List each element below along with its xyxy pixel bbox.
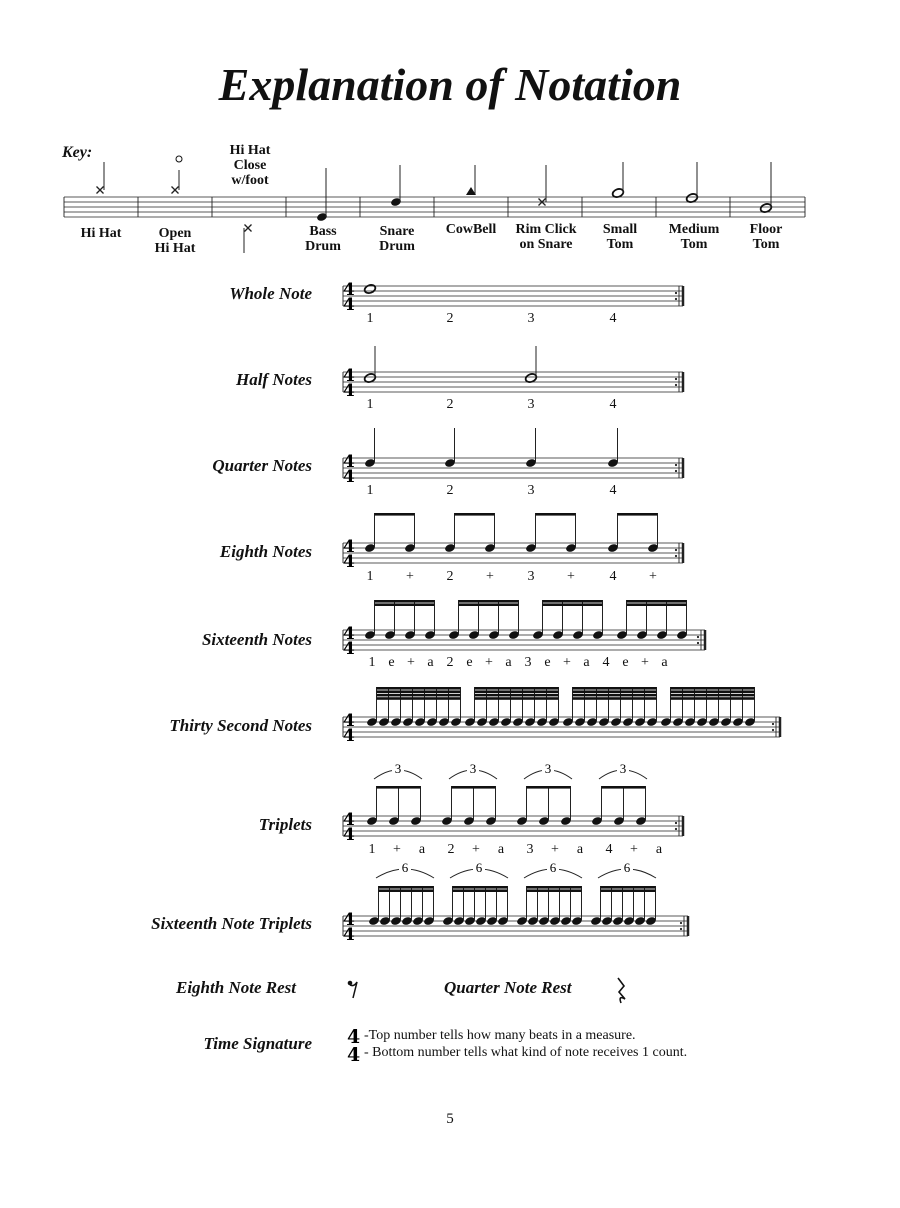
count-label: + (472, 842, 480, 857)
thirty-second-note-beam (671, 694, 755, 697)
count-label: 4 (602, 655, 610, 670)
tuplet-number: 6 (549, 860, 557, 875)
thirty-second-note-beam (671, 690, 755, 693)
count-label: 4 (609, 397, 617, 412)
key-label-rim-click: Rim Click on Snare (515, 222, 577, 252)
count-label: 2 (446, 311, 454, 326)
quarter-rest-label: Quarter Note Rest (444, 978, 572, 997)
count-label: a (418, 842, 426, 857)
thirty-second-note-beam (475, 690, 559, 693)
count-label: + (407, 655, 415, 670)
sixteenth-note-beam (543, 603, 603, 606)
key-label-medium-tom: Medium Tom (668, 222, 720, 252)
count-label: 3 (524, 655, 532, 670)
sixteenth-note-beam (459, 600, 519, 603)
count-label: 3 (526, 842, 534, 857)
time-signature-top: 4 (343, 910, 355, 930)
repeat-dot (675, 470, 677, 472)
thirty-second-note-beam (671, 697, 755, 700)
time-signature-line-1: -Top number tells how many beats in a measure. (364, 1028, 636, 1043)
count-label: a (576, 842, 584, 857)
repeat-dot (675, 378, 677, 380)
repeat-dot (675, 555, 677, 557)
repeat-dot (697, 636, 699, 638)
key-label-cowbell: CowBell (445, 222, 497, 237)
time-signature-bottom: 4 (343, 552, 355, 572)
sixteenth-note-beam (459, 603, 519, 606)
count-label: 4 (609, 569, 617, 584)
sixteenth-note-beam (375, 603, 435, 606)
count-label: 1 (368, 842, 376, 857)
time-signature-top: 4 (343, 537, 355, 557)
key-label-open-hi-hat: Open Hi Hat (154, 226, 196, 256)
repeat-dot (680, 922, 682, 924)
count-label: 3 (527, 311, 535, 326)
count-label: 1 (366, 311, 374, 326)
time-signature-bottom: 4 (343, 925, 355, 945)
eighth-rest-icon (348, 981, 353, 986)
eighth-note-beam (618, 513, 658, 516)
count-label: + (551, 842, 559, 857)
thirty-second-note-beam (475, 687, 559, 690)
count-label: 4 (609, 311, 617, 326)
thirty-second-note-beam (377, 697, 461, 700)
thirty-second-note-beam (475, 697, 559, 700)
count-label: + (393, 842, 401, 857)
count-label: 3 (527, 397, 535, 412)
eighth-rest-label: Eighth Note Rest (176, 978, 296, 997)
count-label: 1 (366, 397, 374, 412)
count-label: + (649, 569, 657, 584)
sixteenth-triplet-note-beam (453, 886, 508, 889)
time-signature-bottom: 4 (343, 295, 355, 315)
repeat-dot (675, 292, 677, 294)
row-label-thirty-second-notes: Thirty Second Notes (169, 716, 312, 735)
time-signature-bottom: 4 (343, 381, 355, 401)
repeat-dot (675, 549, 677, 551)
tuplet-number: 3 (394, 761, 402, 776)
triplet-note-beam (527, 786, 571, 789)
time-signature-top: 4 (343, 711, 355, 731)
count-label: 2 (446, 397, 454, 412)
time-signature-label: Time Signature (203, 1034, 312, 1053)
triplet-note-beam (452, 786, 496, 789)
time-signature-top: 4 (343, 810, 355, 830)
row-label-half-notes: Half Notes (235, 370, 312, 389)
sixteenth-triplet-note-beam (527, 886, 582, 889)
thirty-second-note-beam (475, 694, 559, 697)
tuplet-number: 6 (623, 860, 631, 875)
count-label: + (630, 842, 638, 857)
count-label: 2 (447, 842, 455, 857)
repeat-dot (680, 928, 682, 930)
count-label: 3 (527, 569, 535, 584)
count-label: e (622, 655, 629, 670)
sixteenth-triplet-note-beam (527, 889, 582, 892)
time-signature-bottom: 4 (343, 825, 355, 845)
tuplet-number: 3 (544, 761, 552, 776)
repeat-dot (772, 729, 774, 731)
count-label: a (583, 655, 590, 670)
eighth-note-beam (375, 513, 415, 516)
count-label: 1 (366, 569, 374, 584)
count-label: + (641, 655, 649, 670)
tuplet-number: 6 (401, 860, 409, 875)
sixteenth-triplet-note-beam (601, 889, 656, 892)
tuplet-number: 3 (619, 761, 627, 776)
repeat-dot (675, 464, 677, 466)
row-label-eighth-notes: Eighth Notes (219, 542, 312, 561)
sixteenth-triplet-note-beam (379, 889, 434, 892)
repeat-dot (675, 822, 677, 824)
time-signature-example-top: 4 (347, 1026, 361, 1048)
page-title: Explanation of Notation (218, 59, 682, 110)
page-number: 5 (446, 1111, 454, 1127)
thirty-second-note-beam (377, 687, 461, 690)
row-label-triplets: Triplets (258, 815, 312, 834)
repeat-dot (675, 298, 677, 300)
repeat-dot (675, 828, 677, 830)
key-label-snare-drum: Snare Drum (379, 224, 415, 254)
key-label-bass-drum: Bass Drum (305, 224, 341, 254)
thirty-second-note-beam (573, 694, 657, 697)
count-label: 3 (527, 483, 535, 498)
whole-note-head (364, 284, 377, 295)
count-label: a (497, 842, 505, 857)
time-signature-top: 4 (343, 280, 355, 300)
count-label: a (655, 842, 663, 857)
key-label-hi-hat: Hi Hat (80, 226, 122, 241)
count-label: + (406, 569, 414, 584)
eighth-note-beam (536, 513, 576, 516)
time-signature-top: 4 (343, 452, 355, 472)
count-label: e (466, 655, 473, 670)
thirty-second-note-beam (573, 697, 657, 700)
time-signature-top: 4 (343, 624, 355, 644)
count-label: 4 (605, 842, 613, 857)
row-label-sixteenth-note-triplets: Sixteenth Note Triplets (151, 914, 312, 933)
thirty-second-note-beam (573, 690, 657, 693)
repeat-dot (697, 642, 699, 644)
repeat-dot (772, 723, 774, 725)
count-label: a (661, 655, 668, 670)
triplet-note-beam (377, 786, 421, 789)
sixteenth-triplet-note-beam (453, 889, 508, 892)
time-signature-bottom: 4 (343, 467, 355, 487)
count-label: a (505, 655, 512, 670)
quarter-rest-icon (618, 978, 625, 1003)
thirty-second-note-beam (377, 694, 461, 697)
count-label: + (486, 569, 494, 584)
sixteenth-note-beam (627, 600, 687, 603)
sixteenth-triplet-note-beam (601, 886, 656, 889)
sixteenth-note-beam (627, 603, 687, 606)
key-label-floor-tom: Floor Tom (749, 222, 783, 252)
thirty-second-note-beam (573, 687, 657, 690)
count-label: 2 (446, 483, 454, 498)
count-label: e (544, 655, 551, 670)
open-symbol-icon (176, 156, 182, 162)
row-label-quarter-notes: Quarter Notes (212, 456, 312, 475)
count-label: + (485, 655, 493, 670)
key-label: Key: (62, 144, 93, 161)
triplet-note-beam (602, 786, 646, 789)
count-label: + (567, 569, 575, 584)
count-label: e (388, 655, 395, 670)
repeat-dot (675, 384, 677, 386)
count-label: a (427, 655, 434, 670)
key-hihat-close-label: Hi Hat Close w/foot (229, 143, 271, 188)
count-label: 2 (446, 569, 454, 584)
key-label-small-tom: Small Tom (602, 222, 638, 252)
tuplet-number: 3 (469, 761, 477, 776)
count-label: 2 (446, 655, 454, 670)
thirty-second-note-beam (377, 690, 461, 693)
sixteenth-note-beam (543, 600, 603, 603)
count-label: 1 (366, 483, 374, 498)
thirty-second-note-beam (671, 687, 755, 690)
time-signature-top: 4 (343, 366, 355, 386)
count-label: 1 (368, 655, 376, 670)
time-signature-bottom: 4 (343, 639, 355, 659)
row-label-sixteenth-notes: Sixteenth Notes (201, 630, 312, 649)
row-label-whole-note: Whole Note (229, 284, 312, 303)
count-label: 4 (609, 483, 617, 498)
count-label: + (563, 655, 571, 670)
sixteenth-triplet-note-beam (379, 886, 434, 889)
tuplet-number: 6 (475, 860, 483, 875)
time-signature-line-2: - Bottom number tells what kind of note receives 1 count. (364, 1045, 688, 1060)
eighth-note-beam (455, 513, 495, 516)
sixteenth-note-beam (375, 600, 435, 603)
time-signature-example-bottom: 4 (347, 1044, 361, 1066)
time-signature-bottom: 4 (343, 726, 355, 746)
